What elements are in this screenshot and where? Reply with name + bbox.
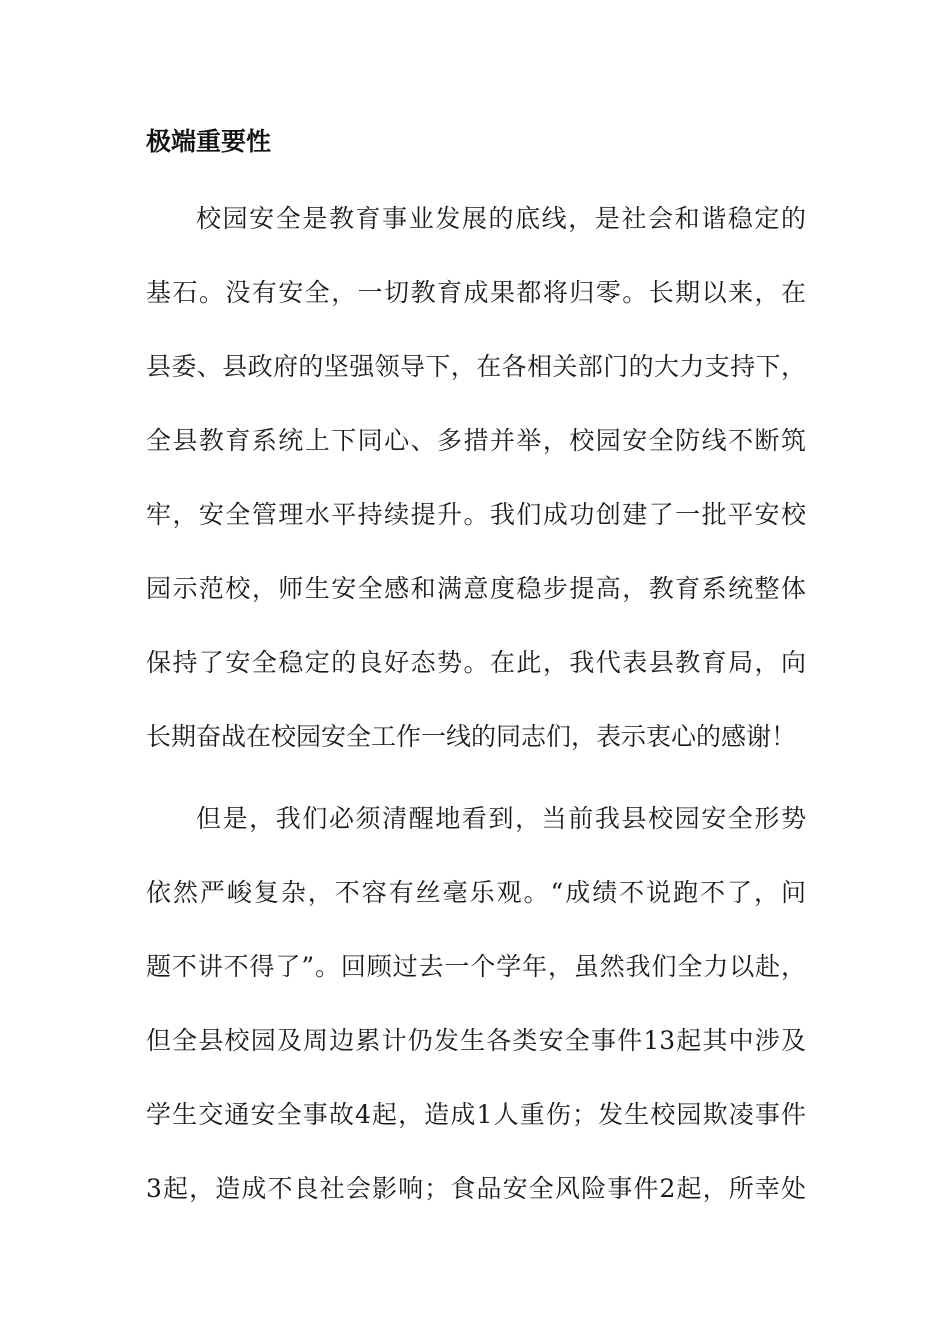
paragraph-2-line-3: 题不讲不得了”。回顾过去一个学年，虽然我们全力以赴， [146, 952, 806, 981]
paragraph-2-line-1: 但是，我们必须清醒地看到，当前我县校园安全形势 [196, 804, 806, 833]
section-heading: 极端重要性 [146, 127, 272, 156]
paragraph-2-line-5: 学生交通安全事故4起，造成1人重伤；发生校园欺凌事件 [146, 1100, 806, 1129]
paragraph-1-line-8: 长期奋战在校园安全工作一线的同志们，表示衷心的感谢！ [146, 722, 797, 751]
paragraph-2-line-2: 依然严峻复杂，不容有丝毫乐观。“成绩不说跑不了，问 [146, 878, 806, 907]
paragraph-1-line-2: 基石。没有安全，一切教育成果都将归零。长期以来，在 [146, 278, 806, 307]
paragraph-2-line-6: 3起，造成不良社会影响；食品安全风险事件2起，所幸处 [146, 1174, 806, 1203]
paragraph-1-line-4: 全县教育系统上下同心、多措并举，校园安全防线不断筑 [146, 426, 806, 455]
paragraph-1-line-5: 牢，安全管理水平持续提升。我们成功创建了一批平安校 [146, 500, 806, 529]
paragraph-1-line-7: 保持了安全稳定的良好态势。在此，我代表县教育局，向 [146, 648, 806, 677]
paragraph-1-line-6: 园示范校，师生安全感和满意度稳步提高，教育系统整体 [146, 574, 806, 603]
paragraph-1-line-3: 县委、县政府的坚强领导下，在各相关部门的大力支持下， [146, 352, 806, 381]
paragraph-2-line-4: 但全县校园及周边累计仍发生各类安全事件13起其中涉及 [146, 1026, 806, 1055]
paragraph-1-line-1: 校园安全是教育事业发展的底线，是社会和谐稳定的 [196, 204, 806, 233]
